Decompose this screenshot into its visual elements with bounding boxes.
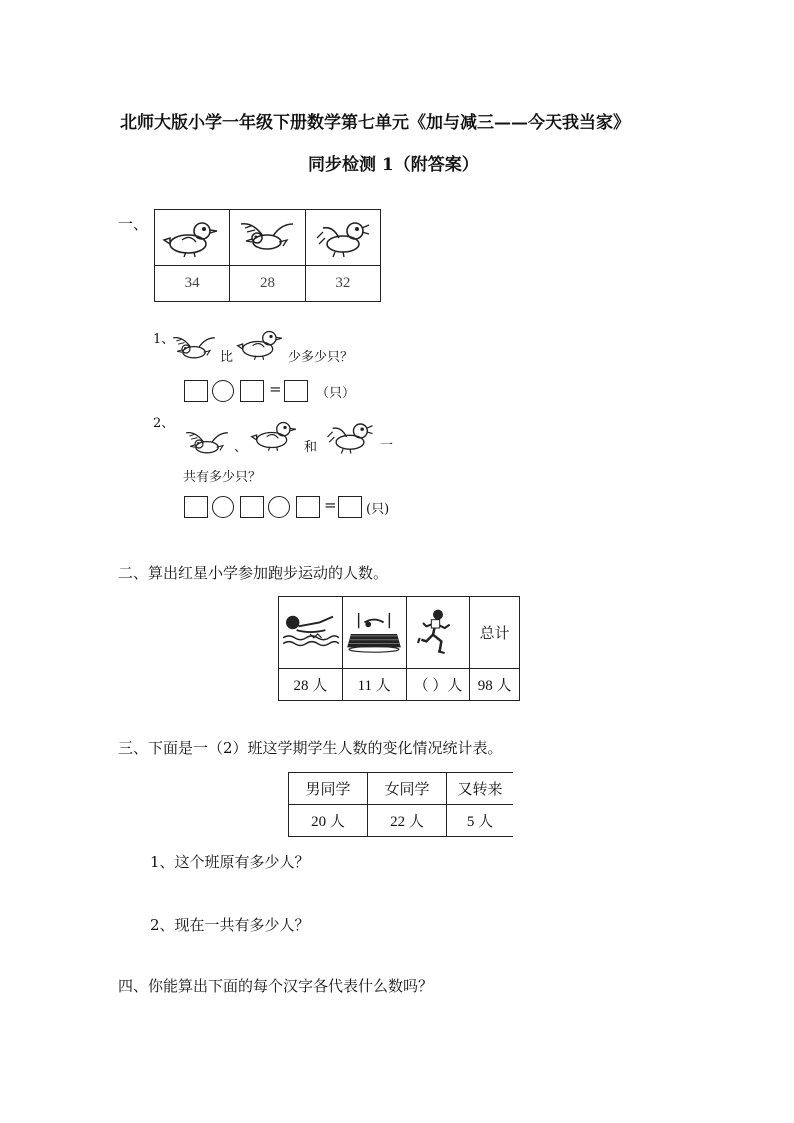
line-continuation: 一 — [380, 438, 394, 453]
operator-circle[interactable] — [212, 380, 234, 402]
total-count: 98 人 — [470, 669, 520, 701]
class-stats-table — [288, 772, 513, 837]
swim-count: 28 人 — [279, 669, 343, 701]
boys-count: 20 人 — [289, 805, 368, 837]
bird-cell-2 — [230, 210, 305, 266]
bird-flying-icon — [170, 332, 218, 366]
bird-flying-icon — [183, 428, 231, 460]
section1-marker: 一、 — [118, 215, 149, 233]
bird-cell-1 — [155, 210, 230, 266]
swimmer-icon — [281, 609, 339, 657]
trampoline-cell — [342, 597, 406, 669]
bird-count-1: 34 — [155, 266, 230, 302]
compare-word: 比 — [220, 350, 234, 365]
girls-count: 22 人 — [368, 805, 447, 837]
bird-cell-3 — [305, 210, 380, 266]
bird-count-3: 32 — [305, 266, 380, 302]
bird-standing-icon — [236, 326, 286, 362]
run-count-blank[interactable]: （ ）人 — [406, 669, 470, 701]
header-girls: 女同学 — [368, 773, 447, 805]
section3-q1: 1、这个班原有多少人？ — [150, 853, 310, 871]
header-transferred: 又转来 — [447, 773, 514, 805]
trampoline-icon — [345, 609, 403, 657]
trampoline-count: 11 人 — [342, 669, 406, 701]
bird-singing-icon — [324, 418, 376, 456]
q2-question: 共有多少只？ — [183, 470, 262, 485]
operator-circle[interactable] — [268, 496, 290, 518]
q1-number: 1、 — [153, 332, 175, 347]
page-title: 北师大版小学一年级下册数学第七单元《加与减三——今天我当家》 — [120, 113, 630, 133]
page-subtitle: 同步检测 1（附答案） — [308, 155, 479, 175]
equals-sign: = — [324, 496, 337, 514]
unit-label: （只） — [316, 386, 356, 401]
swim-cell — [279, 597, 343, 669]
answer-box[interactable] — [284, 380, 308, 402]
bird-count-2: 28 — [230, 266, 305, 302]
section3-heading: 三、下面是一（2）班这学期学生人数的变化情况统计表。 — [118, 739, 503, 757]
transferred-count: 5 人 — [447, 805, 514, 837]
section4-heading: 四、你能算出下面的每个汉字各代表什么数吗？ — [118, 977, 434, 995]
answer-box[interactable] — [240, 496, 264, 518]
operator-circle[interactable] — [212, 496, 234, 518]
runner-icon — [413, 605, 463, 661]
bird-flying-icon — [237, 218, 297, 258]
list-separator: 、 — [234, 440, 248, 455]
answer-box[interactable] — [184, 496, 208, 518]
answer-box[interactable] — [296, 496, 320, 518]
section2-heading: 二、算出红星小学参加跑步运动的人数。 — [118, 564, 389, 582]
and-word: 和 — [304, 440, 318, 455]
answer-box[interactable] — [338, 496, 362, 518]
sports-table — [278, 596, 520, 701]
q2-number: 2、 — [153, 416, 175, 431]
total-label: 总计 — [470, 597, 520, 669]
section3-q2: 2、现在一共有多少人？ — [150, 916, 310, 934]
answer-box[interactable] — [184, 380, 208, 402]
unit-label: (只) — [366, 502, 390, 517]
q1-question: 少多少只？ — [288, 350, 354, 365]
bird-singing-icon — [313, 218, 373, 258]
bird-count-table — [154, 209, 381, 302]
bird-standing-icon — [162, 218, 222, 258]
equals-sign: = — [269, 380, 282, 398]
header-boys: 男同学 — [289, 773, 368, 805]
answer-box[interactable] — [240, 380, 264, 402]
run-cell — [406, 597, 470, 669]
bird-standing-icon — [250, 416, 300, 454]
